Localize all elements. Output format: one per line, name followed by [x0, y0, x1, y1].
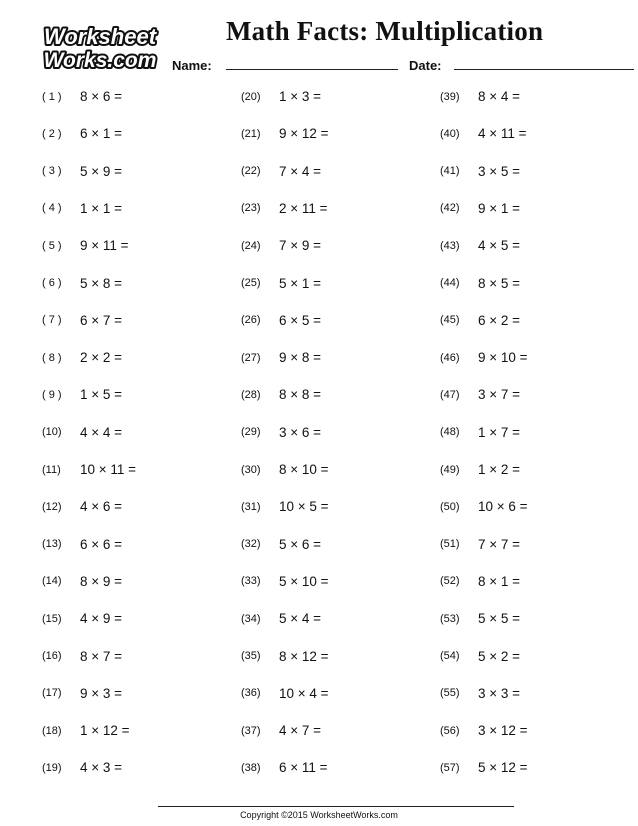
problem-item — [440, 200, 520, 220]
problem-item — [42, 461, 136, 481]
problem-item — [440, 349, 528, 369]
problem-number: (55) — [440, 687, 460, 700]
problem-expression: 8 × 7 = — [80, 648, 123, 664]
problem-number: (51) — [440, 538, 460, 551]
problem-item — [241, 759, 328, 779]
problem-item — [42, 648, 122, 668]
problem-item — [42, 573, 122, 593]
problem-number: (46) — [440, 351, 460, 364]
problem-item — [440, 386, 520, 406]
problem-number: (34) — [241, 612, 261, 625]
problem-number: (16) — [42, 650, 62, 663]
problem-expression: 9 × 11 = — [80, 238, 129, 254]
problem-item — [241, 88, 321, 108]
problem-item — [241, 275, 321, 295]
problem-item — [241, 312, 321, 332]
problem-number: (45) — [440, 314, 460, 327]
problem-number: ( 9 ) — [42, 388, 62, 401]
problem-number: (19) — [42, 761, 62, 774]
problem-number: (30) — [241, 463, 261, 476]
problem-item — [440, 163, 520, 183]
problem-number: (40) — [440, 127, 460, 140]
problem-item — [440, 312, 520, 332]
problem-number: (17) — [42, 687, 62, 700]
problem-expression: 7 × 9 = — [279, 238, 322, 254]
problem-item — [241, 237, 321, 257]
problem-expression: 6 × 11 = — [279, 760, 328, 776]
problem-number: (15) — [42, 612, 62, 625]
problem-number: (31) — [241, 500, 261, 513]
problem-expression: 4 × 9 = — [80, 611, 123, 627]
problem-item — [440, 275, 520, 295]
problem-item — [42, 163, 122, 183]
date-label: Date: — [409, 58, 442, 73]
problem-expression: 8 × 4 = — [478, 89, 521, 105]
problem-expression: 5 × 8 = — [80, 275, 123, 291]
problem-number: ( 1 ) — [42, 90, 62, 103]
problem-expression: 9 × 8 = — [279, 350, 322, 366]
problem-item — [241, 424, 321, 444]
problem-number: ( 3 ) — [42, 165, 62, 178]
problem-number: (32) — [241, 538, 261, 551]
problem-expression: 10 × 5 = — [279, 499, 329, 515]
problem-number: (38) — [241, 761, 261, 774]
problem-number: (14) — [42, 575, 62, 588]
problem-item — [42, 275, 122, 295]
problem-item — [42, 125, 122, 145]
problem-item — [241, 349, 321, 369]
problem-item — [440, 722, 528, 742]
problem-expression: 10 × 4 = — [279, 685, 329, 701]
problem-item — [42, 200, 122, 220]
problem-item — [440, 759, 528, 779]
problem-number: (12) — [42, 500, 62, 513]
problem-item — [42, 312, 122, 332]
problem-number: (28) — [241, 388, 261, 401]
problem-expression: 10 × 6 = — [478, 499, 528, 515]
name-label: Name: — [172, 58, 212, 73]
problem-number: (39) — [440, 90, 460, 103]
problem-number: ( 7 ) — [42, 314, 62, 327]
problem-item — [42, 386, 122, 406]
problem-item — [241, 610, 321, 630]
footer-divider — [158, 806, 514, 807]
problem-item — [42, 498, 122, 518]
problem-number: (29) — [241, 426, 261, 439]
problem-number: (36) — [241, 687, 261, 700]
problem-number: (24) — [241, 239, 261, 252]
problem-expression: 5 × 6 = — [279, 536, 322, 552]
problem-expression: 2 × 11 = — [279, 200, 328, 216]
problem-expression: 6 × 1 = — [80, 126, 123, 142]
problem-number: (23) — [241, 202, 261, 215]
problem-expression: 5 × 1 = — [279, 275, 322, 291]
problem-expression: 4 × 5 = — [478, 238, 521, 254]
problem-item — [241, 685, 329, 705]
problem-item — [42, 237, 129, 257]
problem-item — [241, 573, 329, 593]
problem-item — [440, 88, 520, 108]
problem-number: ( 4 ) — [42, 202, 62, 215]
problem-expression: 5 × 12 = — [478, 760, 528, 776]
logo-line-1: Worksheet — [43, 24, 157, 49]
problem-expression: 8 × 8 = — [279, 387, 322, 403]
problem-item — [440, 685, 520, 705]
problem-expression: 6 × 5 = — [279, 312, 322, 328]
problem-expression: 2 × 2 = — [80, 350, 123, 366]
problem-expression: 8 × 1 = — [478, 573, 521, 589]
problem-number: (13) — [42, 538, 62, 551]
problem-item — [440, 648, 520, 668]
problem-item — [241, 386, 321, 406]
problem-item — [241, 461, 329, 481]
problem-item — [42, 349, 122, 369]
problem-number: (11) — [42, 463, 61, 476]
problem-number: (27) — [241, 351, 261, 364]
problem-number: (56) — [440, 724, 460, 737]
problem-number: (49) — [440, 463, 460, 476]
problem-expression: 3 × 7 = — [478, 387, 521, 403]
problem-expression: 4 × 6 = — [80, 499, 123, 515]
problem-number: (42) — [440, 202, 460, 215]
problem-expression: 1 × 12 = — [80, 723, 130, 739]
problem-expression: 1 × 3 = — [279, 89, 322, 105]
problem-expression: 9 × 10 = — [478, 350, 528, 366]
problem-expression: 8 × 5 = — [478, 275, 521, 291]
problem-item — [42, 685, 122, 705]
problem-number: (57) — [440, 761, 460, 774]
problem-expression: 9 × 12 = — [279, 126, 329, 142]
problem-item — [440, 498, 528, 518]
problem-item — [241, 722, 321, 742]
problem-item — [42, 536, 122, 556]
problem-item — [440, 424, 520, 444]
problem-number: (22) — [241, 165, 261, 178]
problem-number: (21) — [241, 127, 261, 140]
problem-number: (47) — [440, 388, 460, 401]
problem-expression: 8 × 9 = — [80, 573, 123, 589]
problem-number: (10) — [42, 426, 62, 439]
problem-number: (52) — [440, 575, 460, 588]
problem-number: ( 8 ) — [42, 351, 62, 364]
problem-item — [440, 536, 520, 556]
problem-expression: 9 × 1 = — [478, 200, 521, 216]
problem-number: (41) — [440, 165, 460, 178]
problem-number: (18) — [42, 724, 62, 737]
problem-expression: 4 × 7 = — [279, 723, 322, 739]
problem-expression: 3 × 5 = — [478, 163, 521, 179]
problem-number: (25) — [241, 277, 261, 290]
problem-expression: 5 × 2 = — [478, 648, 521, 664]
problem-item — [440, 125, 527, 145]
problem-number: (54) — [440, 650, 460, 663]
problem-expression: 5 × 4 = — [279, 611, 322, 627]
problem-item — [241, 163, 321, 183]
problem-expression: 6 × 2 = — [478, 312, 521, 328]
problem-item — [241, 648, 329, 668]
problem-number: ( 5 ) — [42, 239, 62, 252]
problem-item — [42, 759, 122, 779]
problem-expression: 3 × 3 = — [478, 685, 521, 701]
problem-expression: 7 × 7 = — [478, 536, 521, 552]
problem-expression: 5 × 10 = — [279, 573, 329, 589]
problem-number: ( 6 ) — [42, 277, 62, 290]
problem-item — [42, 722, 130, 742]
logo-line-2: Works.com — [43, 49, 157, 72]
problem-expression: 6 × 7 = — [80, 312, 123, 328]
problem-item — [42, 424, 122, 444]
problem-number: (50) — [440, 500, 460, 513]
problem-item — [440, 573, 520, 593]
problem-number: (26) — [241, 314, 261, 327]
problem-expression: 1 × 5 = — [80, 387, 123, 403]
problem-number: (43) — [440, 239, 460, 252]
problem-number: (20) — [241, 90, 261, 103]
problem-expression: 8 × 12 = — [279, 648, 329, 664]
problem-item — [440, 237, 520, 257]
problem-number: (53) — [440, 612, 460, 625]
problem-expression: 3 × 6 = — [279, 424, 322, 440]
problem-expression: 8 × 6 = — [80, 89, 123, 105]
problem-expression: 9 × 3 = — [80, 685, 123, 701]
problem-item — [241, 536, 321, 556]
problem-item — [241, 200, 328, 220]
worksheetworks-logo[interactable] — [34, 20, 166, 74]
problem-number: (48) — [440, 426, 460, 439]
problem-item — [42, 88, 122, 108]
problem-expression: 6 × 6 = — [80, 536, 123, 552]
problem-number: (37) — [241, 724, 261, 737]
problem-expression: 3 × 12 = — [478, 723, 528, 739]
problem-expression: 1 × 7 = — [478, 424, 521, 440]
problem-expression: 5 × 5 = — [478, 611, 521, 627]
problem-expression: 1 × 1 = — [80, 200, 123, 216]
problem-expression: 1 × 2 = — [478, 462, 521, 478]
problem-number: (44) — [440, 277, 460, 290]
page-title: Math Facts: Multiplication — [226, 16, 544, 46]
problem-item — [241, 125, 329, 145]
copyright-text: Copyright ©2015 WorksheetWorks.com — [240, 810, 398, 820]
problem-item — [440, 461, 520, 481]
problem-number: (33) — [241, 575, 261, 588]
name-field-line[interactable] — [226, 69, 398, 70]
problem-expression: 4 × 3 = — [80, 760, 123, 776]
problem-item — [440, 610, 520, 630]
date-field-line[interactable] — [454, 69, 634, 70]
problem-expression: 4 × 4 = — [80, 424, 123, 440]
problem-expression: 4 × 11 = — [478, 126, 527, 142]
problem-expression: 8 × 10 = — [279, 462, 329, 478]
problem-number: (35) — [241, 650, 261, 663]
problem-number: ( 2 ) — [42, 127, 62, 140]
problem-item — [241, 498, 329, 518]
problem-expression: 10 × 11 = — [80, 462, 137, 478]
problem-expression: 5 × 9 = — [80, 163, 123, 179]
problem-expression: 7 × 4 = — [279, 163, 322, 179]
problem-item — [42, 610, 122, 630]
